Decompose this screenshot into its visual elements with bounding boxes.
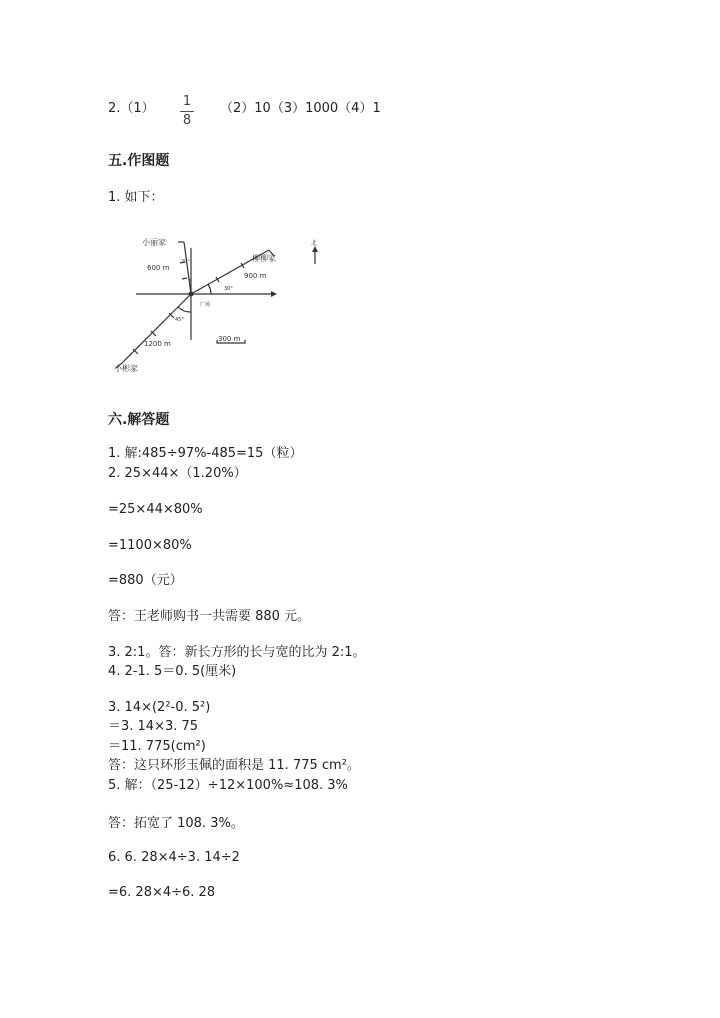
answer-line: 4. 2-1. 5＝0. 5(厘米) — [108, 664, 237, 679]
path-to-xiaoli — [184, 242, 191, 294]
label-north: 北 — [311, 240, 318, 247]
label-900m: 900 m — [244, 272, 267, 280]
answer-line: =6. 28×4÷6. 28 — [108, 885, 216, 900]
label-1200m: 1200 m — [144, 340, 171, 348]
label-angle-30: 30° — [224, 286, 233, 292]
direction-map-diagram — [104, 228, 344, 380]
answer-line: 3. 14×(2²-0. 5²) — [108, 700, 211, 715]
answer-line: 3. 2:1。答：新长方形的长与宽的比为 2:1。 — [108, 645, 366, 660]
label-600m: 600 m — [147, 264, 170, 272]
answer-line: ＝3. 14×3. 75 — [108, 719, 199, 734]
section6-title: 六.解答题 — [108, 412, 170, 428]
label-angle-20: 20° — [181, 259, 190, 265]
answer-line: 1. 解:485÷97%-485=15（粒） — [108, 446, 303, 461]
answer-line: 答：王老师购书一共需要 880 元。 — [108, 609, 311, 624]
path-to-xiaobin — [122, 294, 191, 363]
answer-line: =1100×80% — [108, 538, 192, 553]
answer-line: =25×44×80% — [108, 502, 203, 517]
answer-line: =880（元） — [108, 573, 183, 588]
q2-rest: （2）10（3）1000（4）1 — [220, 101, 381, 116]
section5-title: 五.作图题 — [108, 153, 170, 169]
answer-line: 答：拓宽了 108. 3%。 — [108, 816, 244, 831]
angle-arc-30 — [208, 284, 211, 294]
origin-point — [189, 292, 194, 297]
fraction-bar — [180, 111, 194, 112]
label-scale: 300 m — [218, 335, 241, 343]
answer-line: ＝11. 775(cm²) — [108, 739, 206, 754]
answer-line: 答：这只环形玉佩的面积是 11. 775 cm²。 — [108, 758, 360, 773]
section5-item1: 1. 如下： — [108, 190, 164, 205]
label-angle-45: 45° — [175, 317, 184, 323]
fraction-numerator: 1 — [182, 94, 192, 109]
label-xiaobin-home: 小彬家 — [114, 364, 138, 373]
fraction-one-eighth — [180, 95, 194, 128]
fraction-denominator: 8 — [182, 113, 192, 128]
q2-prefix: 2.（1） — [108, 101, 155, 116]
angle-arc-45 — [178, 307, 191, 312]
label-xiaoli-home: 小丽家 — [142, 238, 166, 247]
label-square: 广场 — [200, 302, 211, 308]
tick — [182, 278, 187, 279]
answer-line: 2. 25×44×（1.20%） — [108, 466, 247, 481]
label-liuliu-home: 柳柳家 — [252, 254, 276, 263]
east-arrow-icon — [271, 291, 277, 297]
answer-line: 6. 6. 28×4÷3. 14÷2 — [108, 850, 240, 865]
answer-line: 5. 解：（25-12）÷12×100%≈108. 3% — [108, 778, 348, 793]
